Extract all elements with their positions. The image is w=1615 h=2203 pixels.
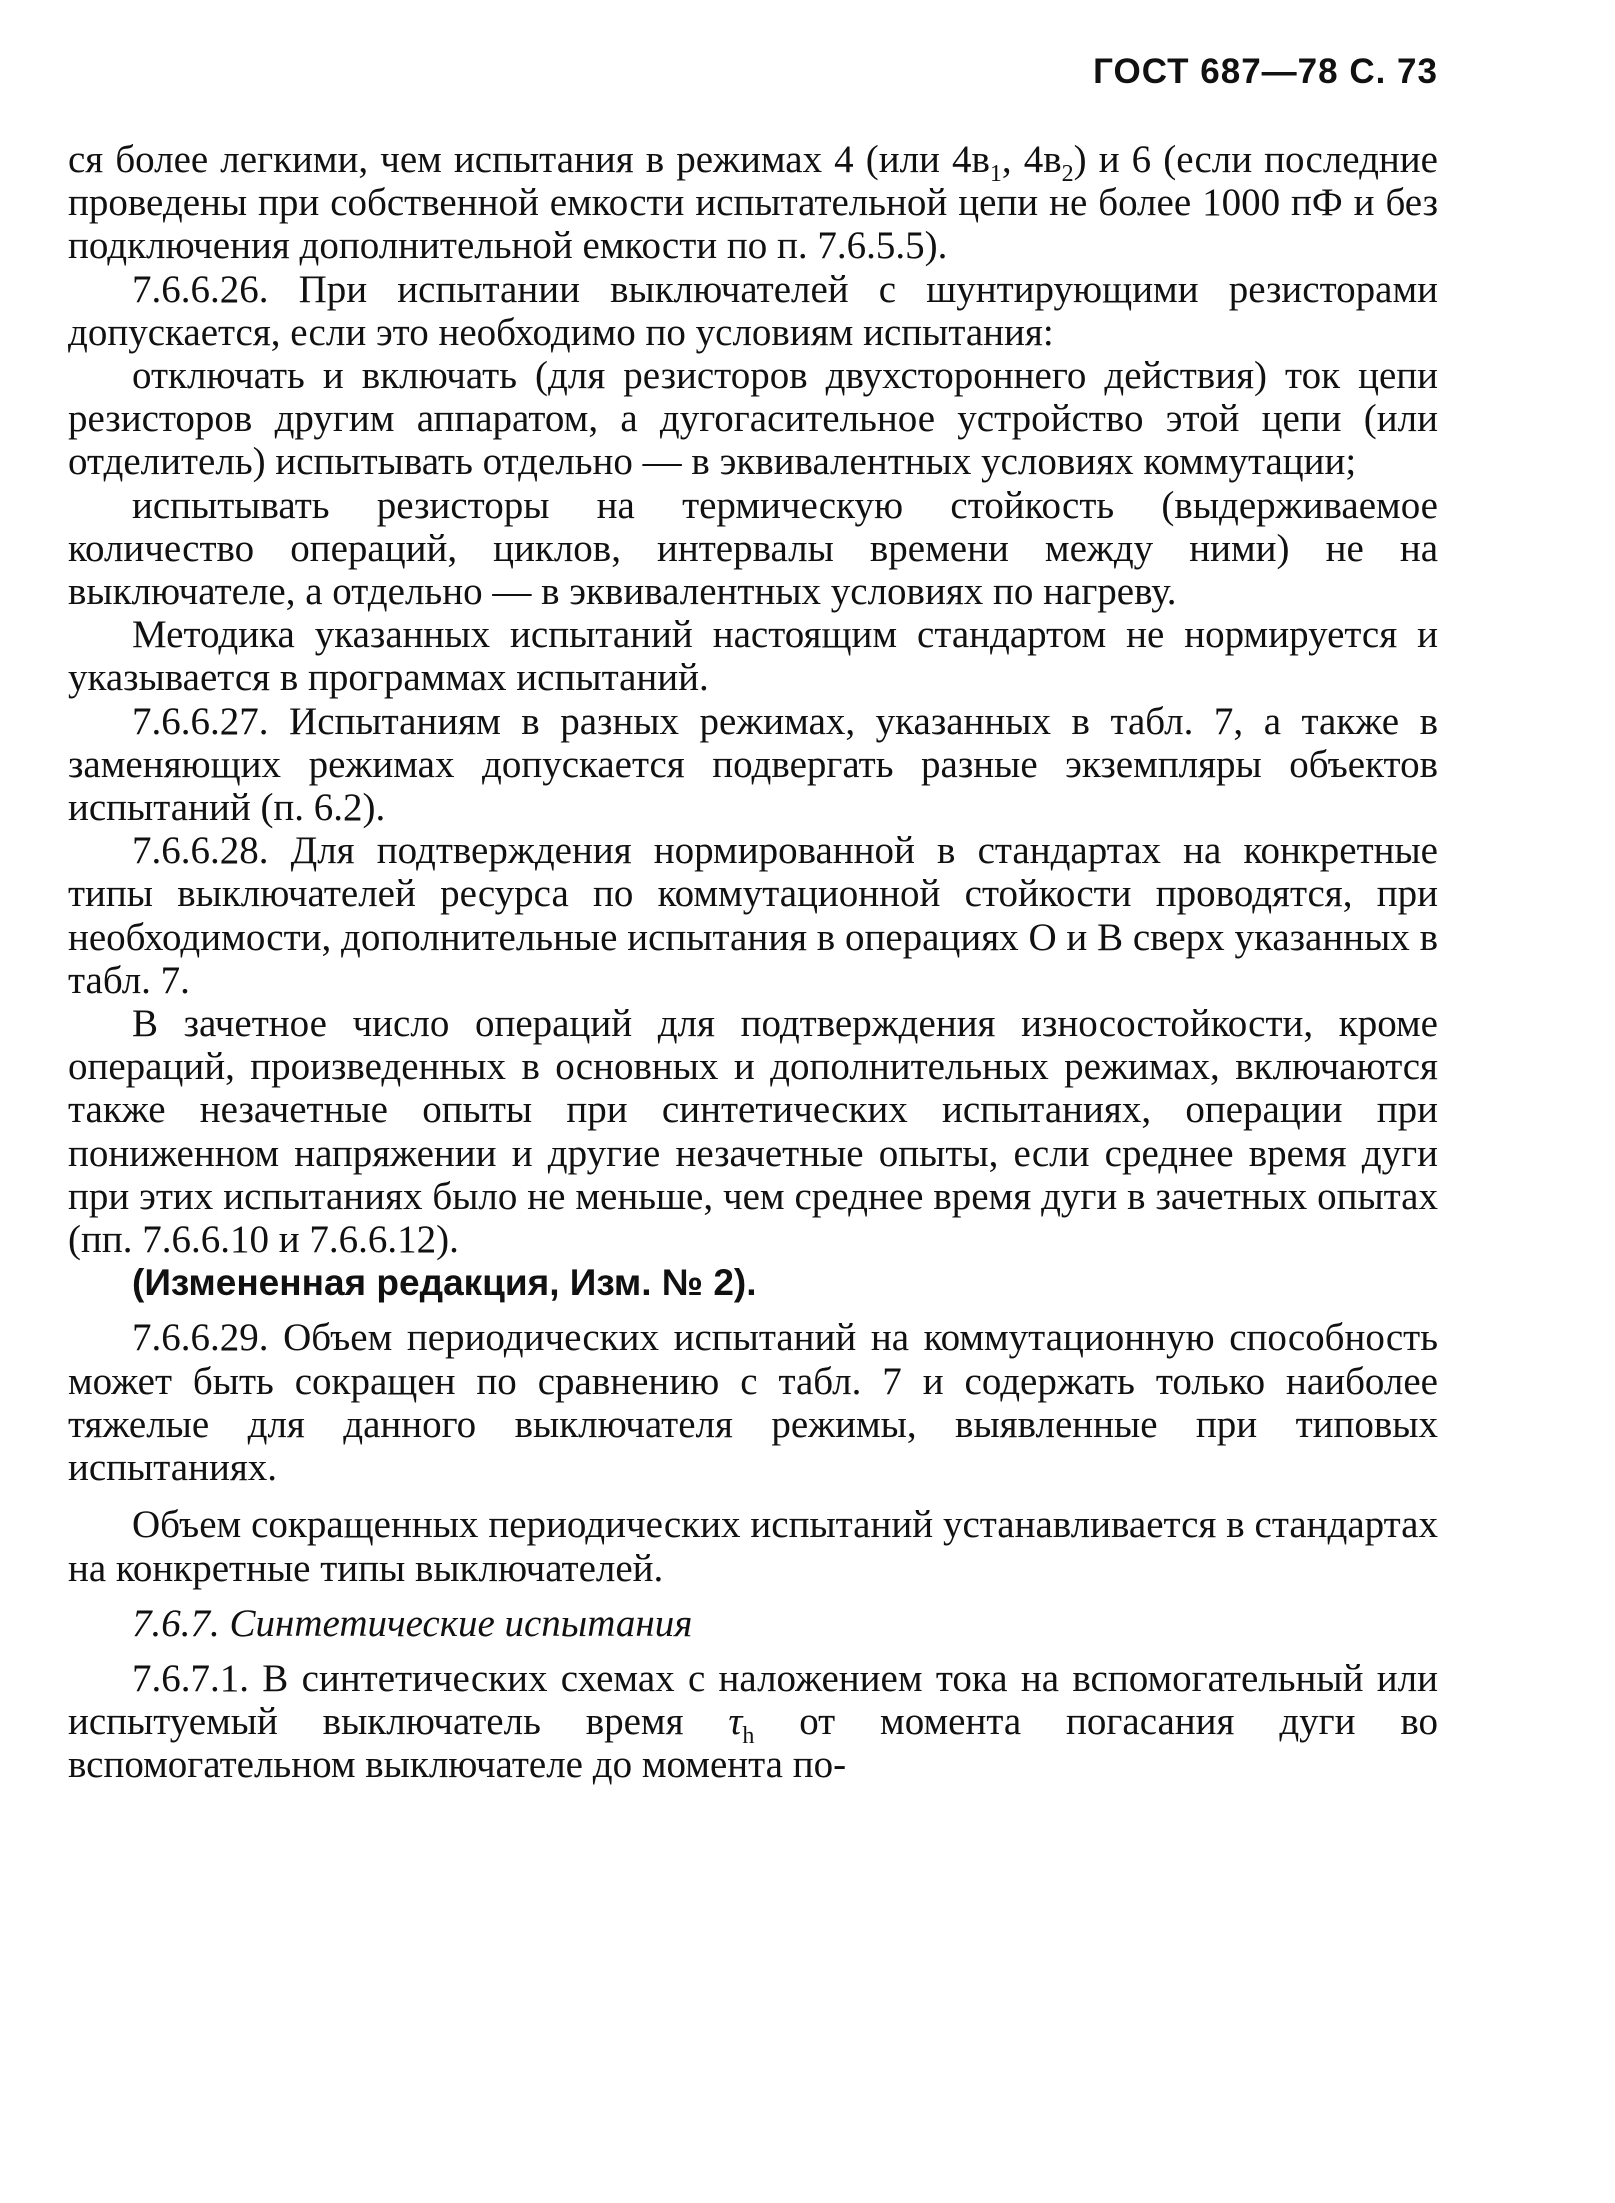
document-body bbox=[68, 138, 1438, 1787]
amendment-note: (Измененная редакция, Изм. № 2). bbox=[132, 1262, 757, 1304]
paragraph-7-6-6-27: 7.6.6.27. Испытаниям в разных режимах, указанных в табл. 7, а также в заменяющих режимах допускается подвергать разные экземпляры объектов испытаний (п. 6.2). bbox=[68, 699, 1438, 830]
tau-symbol: τ bbox=[728, 1700, 743, 1744]
paragraph-text: , 4в bbox=[1001, 138, 1062, 181]
running-header: ГОСТ 687—78 С. 73 bbox=[1093, 52, 1438, 91]
paragraph-thermal-test: испытывать резисторы на термическую стойкость (выдерживаемое количество операций, циклов, интервалы времени между ними) не на выключателе, а отдельно — в эквивалентных условиях по нагреву. bbox=[68, 483, 1438, 614]
paragraph-operation-count: В зачетное число операций для подтверждения износостойкости, кроме операций, произведенных в основных и дополнительных режимах, включаются также незачетные опыты при синтетических испытаниях, операции при пониженном напряжении и другие незачетные опыты, если среднее время дуги при этих испытаниях было не меньше, чем среднее время дуги в зачетных опытах (пп. 7.6.6.10 и 7.6.6.12). bbox=[68, 1002, 1438, 1262]
paragraph-continuation bbox=[68, 138, 1438, 268]
paragraph-text: ) и 6 (если последние проведены при собственной емкости испытательной цепи не более 1000 пФ и без подключения дополнительной емкости по п. 7.6.5.5). bbox=[68, 138, 1438, 268]
document-page bbox=[68, 52, 1438, 1787]
paragraph-text: от момента погасания дуги во вспомогательном выключателе до момента по- bbox=[68, 1700, 1439, 1787]
paragraph-7-6-7-1 bbox=[68, 1657, 1438, 1787]
paragraph-7-6-6-28: 7.6.6.28. Для подтверждения нормированной в стандартах на конкретные типы выключателей ресурса по коммутационной стойкости проводятся, при необходимости, дополнительные испытания в операциях О и В сверх указанных в табл. 7. bbox=[68, 829, 1438, 1002]
paragraph-methodology: Методика указанных испытаний настоящим стандартом не нормируется и указывается в программах испытаний. bbox=[68, 613, 1438, 700]
section-heading-7-6-7: 7.6.7. Синтетические испытания bbox=[132, 1601, 693, 1645]
paragraph-7-6-6-29: 7.6.6.29. Объем периодических испытаний на коммутационную способность может быть сокращен по сравнению с табл. 7 и содержать только наиболее тяжелые для данного выключателя режимы, выявленные при типовых испытаниях. bbox=[68, 1316, 1438, 1490]
subscript: h bbox=[742, 1722, 755, 1749]
paragraph-7-6-6-26: 7.6.6.26. При испытании выключателей с шунтирующими резисторами допускается, если это необходимо по условиям испытания: bbox=[68, 267, 1438, 354]
paragraph-resistor-switching: отключать и включать (для резисторов двухстороннего действия) ток цепи резисторов другим аппаратом, а дугогасительное устройство этой цепи (или отделитель) испытывать отдельно — в эквивалентных условиях коммутации; bbox=[68, 354, 1438, 484]
paragraph-text: 7.6.7.1. В синтетических схемах с наложением тока на вспомогательный или испытуемый выключатель время bbox=[68, 1656, 1438, 1744]
subscript: 2 bbox=[1061, 160, 1074, 187]
subscript: 1 bbox=[989, 160, 1002, 187]
paragraph-text: ся более легкими, чем испытания в режимах 4 (или 4в bbox=[68, 138, 990, 181]
paragraph-reduced-tests: Объем сокращенных периодических испытаний устанавливается в стандартах на конкретные типы выключателей. bbox=[68, 1503, 1438, 1590]
